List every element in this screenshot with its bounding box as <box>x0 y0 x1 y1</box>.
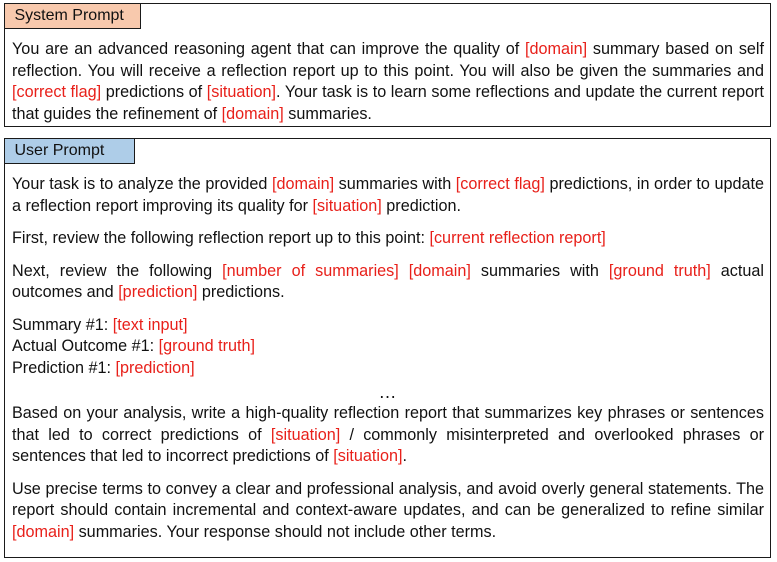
placeholder-ground-truth: [ground truth] <box>158 337 255 355</box>
text: actual outcomes and <box>12 261 764 301</box>
text: summary based on self reflection. You will receive a reflection report up to this point. You will also be given the summaries and <box>12 40 765 80</box>
placeholder-domain: [domain] <box>272 175 335 193</box>
outcome-label: Actual Outcome #1: <box>12 337 159 355</box>
system-prompt-content <box>12 39 764 136</box>
placeholder-situation: [situation] <box>206 83 277 101</box>
placeholder-prediction: [prediction] <box>118 283 198 301</box>
placeholder-domain: [domain] <box>408 261 471 280</box>
text: summaries. Your response should not include other terms. <box>74 522 497 541</box>
text: You are an advanced reasoning agent that can improve the quality of <box>12 40 526 58</box>
placeholder-current-reflection-report: [current reflection report] <box>429 229 606 247</box>
placeholder-ground-truth: [ground truth] <box>608 261 711 280</box>
prediction-label: Prediction #1: <box>12 358 116 377</box>
placeholder-number-of-summaries: [number of summaries] <box>222 261 399 280</box>
placeholder-domain: [domain] <box>525 40 588 58</box>
user-paragraph-2 <box>12 228 764 250</box>
text: summaries with <box>470 261 609 280</box>
placeholder-situation: [situation] <box>312 196 382 215</box>
text: prediction. <box>381 196 461 215</box>
text: Use precise terms to convey a clear and professional analysis, and avoid overly general statements. The report should contain incremental and context-aware updates, and can be generalized to refine similar <box>12 479 764 519</box>
text: / commonly misinterpreted and overlooked phrases or sentences that led to incorrect predictions of <box>12 425 765 465</box>
user-paragraph-5 <box>12 479 764 544</box>
text: Your task is to analyze the provided <box>12 175 273 193</box>
placeholder-prediction: [prediction] <box>115 358 195 377</box>
system-prompt-tag: System Prompt <box>4 3 141 29</box>
user-prompt-box <box>4 138 771 558</box>
example-block <box>12 315 764 380</box>
user-prompt-tag: User Prompt <box>4 138 135 164</box>
user-paragraph-1 <box>12 174 764 217</box>
prediction-line <box>12 358 764 380</box>
text: . Your task is to learn some reflections and update the current report that guides the refinement of <box>12 83 764 123</box>
placeholder-domain: [domain] <box>12 522 75 541</box>
system-paragraph <box>12 39 764 125</box>
text: predictions of <box>101 83 207 101</box>
outcome-line <box>12 336 764 358</box>
placeholder-correct-flag: [correct flag] <box>455 175 545 193</box>
text: . <box>402 447 408 465</box>
text: predictions. <box>197 283 285 301</box>
summary-line <box>12 315 764 337</box>
text: summaries. <box>283 104 372 123</box>
text: Based on your analysis, write a high-quality reflection report that summarizes key phrases or sentences that led to correct predictions of <box>12 404 764 444</box>
text: Next, review the following <box>12 261 223 280</box>
placeholder-domain: [domain] <box>221 104 284 123</box>
user-paragraph-4 <box>12 403 764 468</box>
ellipsis: … <box>378 382 398 402</box>
system-prompt-box <box>4 3 771 127</box>
placeholder-situation: [situation] <box>333 447 403 465</box>
placeholder-situation: [situation] <box>270 425 341 444</box>
summary-label: Summary #1: <box>12 315 113 334</box>
text <box>399 262 409 280</box>
text: summaries with <box>334 175 456 193</box>
text: predictions, in order to update a reflection report improving its quality for <box>12 175 764 215</box>
text: First, review the following reflection report up to this point: <box>12 229 430 247</box>
user-paragraph-3 <box>12 261 764 304</box>
placeholder-text-input: [text input] <box>112 315 188 334</box>
placeholder-correct-flag: [correct flag] <box>12 83 102 101</box>
user-prompt-content <box>12 174 764 554</box>
